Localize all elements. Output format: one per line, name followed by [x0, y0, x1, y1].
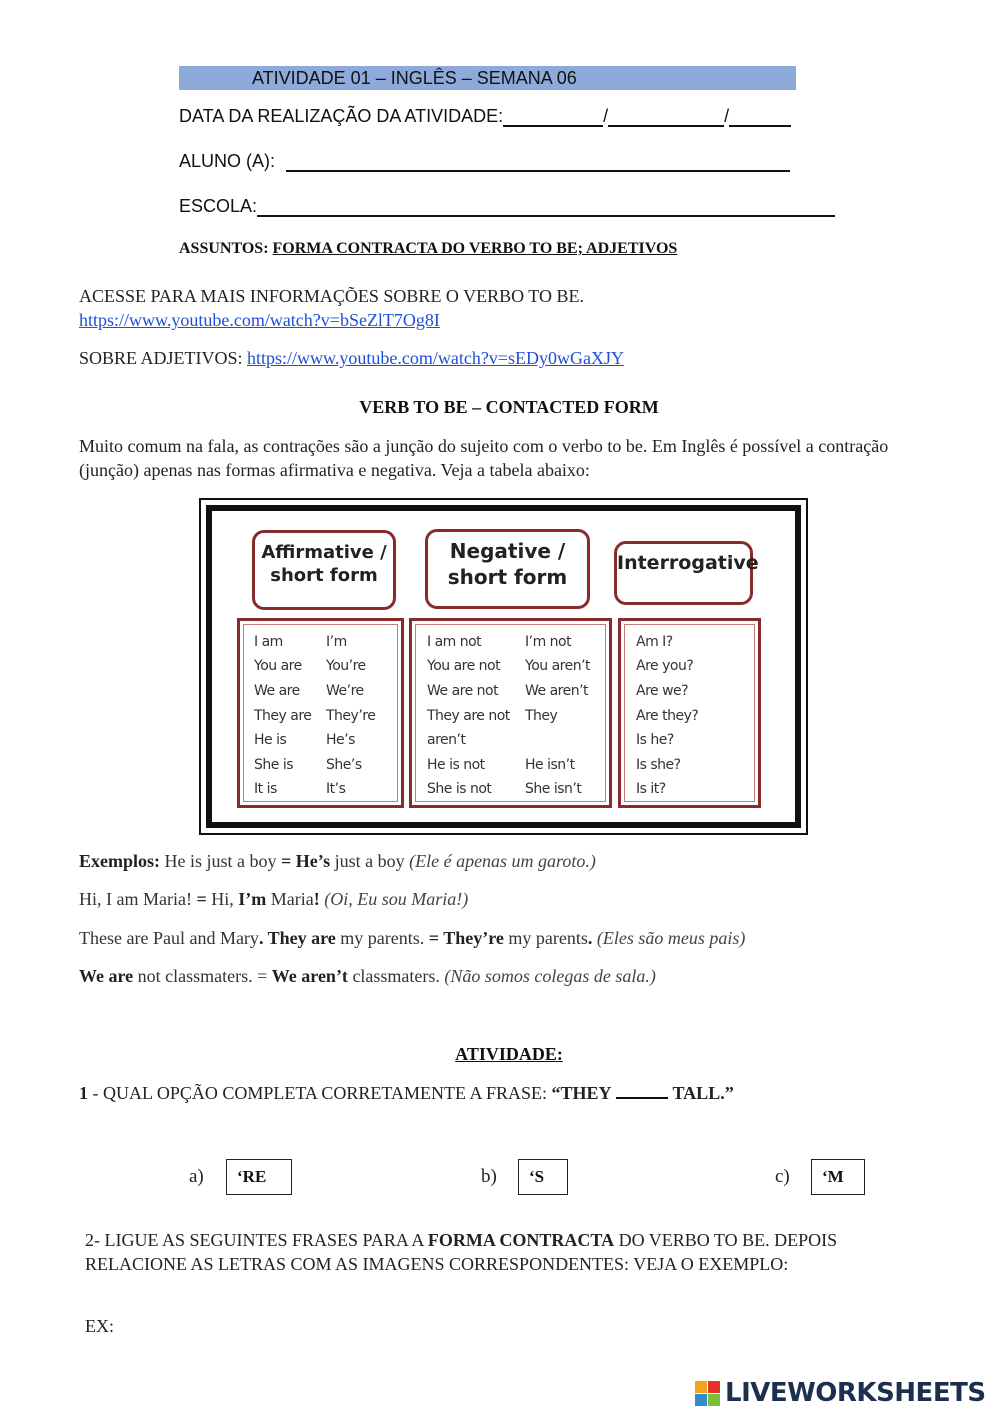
- liveworksheets-logo-icon: [695, 1381, 721, 1407]
- option-a-letter: a): [189, 1166, 204, 1187]
- question-2: 2- LIGUE AS SEGUINTES FRASES PARA A FORMA CONTRACTA DO VERBO TO BE. DEPOIS RELACIONE AS LETRAS COM AS IMAGENS CORRESPONDENTES: VEJA O EXEMPLO:: [85, 1230, 838, 1274]
- interrogative-header: Interrogative: [614, 541, 753, 605]
- table-cell: We’re: [326, 683, 364, 699]
- table-cell: She is not: [427, 781, 492, 797]
- table-cell: He is not: [427, 757, 485, 773]
- table-cell: It is: [254, 781, 277, 797]
- verb-video-link[interactable]: https://www.youtube.com/watch?v=bSeZlT7Og8I: [79, 310, 440, 330]
- subjects-line: [179, 240, 677, 258]
- table-cell: You are not: [427, 658, 501, 674]
- table-cell: Are they?: [636, 708, 699, 724]
- school-label: ESCOLA:: [179, 196, 258, 216]
- option-a-button[interactable]: ‘RE: [226, 1159, 292, 1195]
- table-cell: They: [525, 708, 558, 724]
- table-cell: Are you?: [636, 658, 694, 674]
- table-cell: She is: [254, 757, 294, 773]
- table-cell: He’s: [326, 732, 355, 748]
- option-c-button[interactable]: ‘M: [811, 1159, 865, 1195]
- question-1-blank[interactable]: [616, 1081, 668, 1099]
- page-title: ATIVIDADE 01 – INGLÊS – SEMANA 06: [252, 68, 577, 88]
- table-cell: You aren’t: [525, 658, 591, 674]
- affirmative-header: Affirmative / short form: [252, 530, 396, 610]
- table-cell: She’s: [326, 757, 362, 773]
- student-row: [179, 150, 790, 172]
- example-2: Hi, I am Maria! = Hi, I’m Maria! (Oi, Eu sou Maria!): [79, 889, 469, 909]
- student-name-field[interactable]: [286, 150, 790, 172]
- table-cell: I’m: [326, 634, 347, 650]
- table-cell: aren’t: [427, 732, 466, 748]
- date-slash-2: /: [724, 106, 730, 126]
- table-cell: I’m not: [525, 634, 572, 650]
- negative-header: Negative / short form: [425, 529, 590, 609]
- example-label: EX:: [85, 1316, 114, 1336]
- verb-info-text: ACESSE PARA MAIS INFORMAÇÕES SOBRE O VERBO TO BE.: [79, 286, 584, 306]
- table-cell: I am not: [427, 634, 482, 650]
- liveworksheets-wordmark: LIVEWORKSHEETS: [725, 1378, 986, 1408]
- adjectives-video-link[interactable]: https://www.youtube.com/watch?v=sEDy0wGaXJY: [247, 348, 624, 368]
- section-paragraph: Muito comum na fala, as contrações são a junção do sujeito com o verbo to be. Em Inglês é possível a contração (junção) apenas nas formas afirmativa e negativa. Veja a tabela abaixo:: [79, 436, 889, 480]
- option-b-letter: b): [481, 1166, 497, 1187]
- student-label: ALUNO (A):: [179, 151, 276, 171]
- option-c-letter: c): [775, 1166, 790, 1187]
- table-cell: Am I?: [636, 634, 673, 650]
- table-cell: We are not: [427, 683, 499, 699]
- adjectives-info-text: SOBRE ADJETIVOS:: [79, 348, 243, 368]
- verb-info: [79, 284, 584, 332]
- table-cell: You are: [254, 658, 302, 674]
- subjects-value: FORMA CONTRACTA DO VERBO TO BE; ADJETIVOS: [272, 240, 678, 257]
- subjects-label: ASSUNTOS:: [179, 240, 269, 257]
- section-heading: VERB TO BE – CONTACTED FORM: [359, 397, 659, 417]
- table-cell: It’s: [326, 781, 346, 797]
- table-cell: I am: [254, 634, 283, 650]
- table-cell: He is: [254, 732, 287, 748]
- table-cell: Is it?: [636, 781, 666, 797]
- example-4: We are not classmaters. = We aren’t classmaters. (Não somos colegas de sala.): [79, 966, 656, 986]
- table-cell: We aren’t: [525, 683, 589, 699]
- school-row: [179, 195, 835, 217]
- date-label: DATA DA REALIZAÇÃO DA ATIVIDADE:: [179, 106, 504, 126]
- table-cell: We are: [254, 683, 300, 699]
- example-3: These are Paul and Mary. They are my parents. = They’re my parents. (Eles são meus pais): [79, 928, 746, 948]
- table-cell: They are: [254, 708, 312, 724]
- table-cell: She isn’t: [525, 781, 582, 797]
- table-cell: He isn’t: [525, 757, 575, 773]
- option-b-button[interactable]: ‘S: [518, 1159, 568, 1195]
- table-cell: You’re: [326, 658, 366, 674]
- table-cell: Is she?: [636, 757, 681, 773]
- date-month-field[interactable]: [608, 105, 724, 127]
- date-year-field[interactable]: [729, 105, 791, 127]
- question-1: 1 - QUAL OPÇÃO COMPLETA CORRETAMENTE A FRASE: “THEY TALL.”: [79, 1083, 734, 1103]
- activity-heading: ATIVIDADE:: [455, 1044, 563, 1064]
- date-slash-1: /: [603, 106, 609, 126]
- example-1: Exemplos: He is just a boy = He’s just a boy (Ele é apenas um garoto.): [79, 851, 596, 871]
- table-cell: Are we?: [636, 683, 689, 699]
- date-row: [179, 105, 791, 127]
- table-cell: They are not: [427, 708, 510, 724]
- table-cell: They’re: [326, 708, 376, 724]
- table-cell: Is he?: [636, 732, 674, 748]
- adjectives-info: [79, 346, 624, 370]
- date-day-field[interactable]: [503, 105, 603, 127]
- school-name-field[interactable]: [257, 195, 835, 217]
